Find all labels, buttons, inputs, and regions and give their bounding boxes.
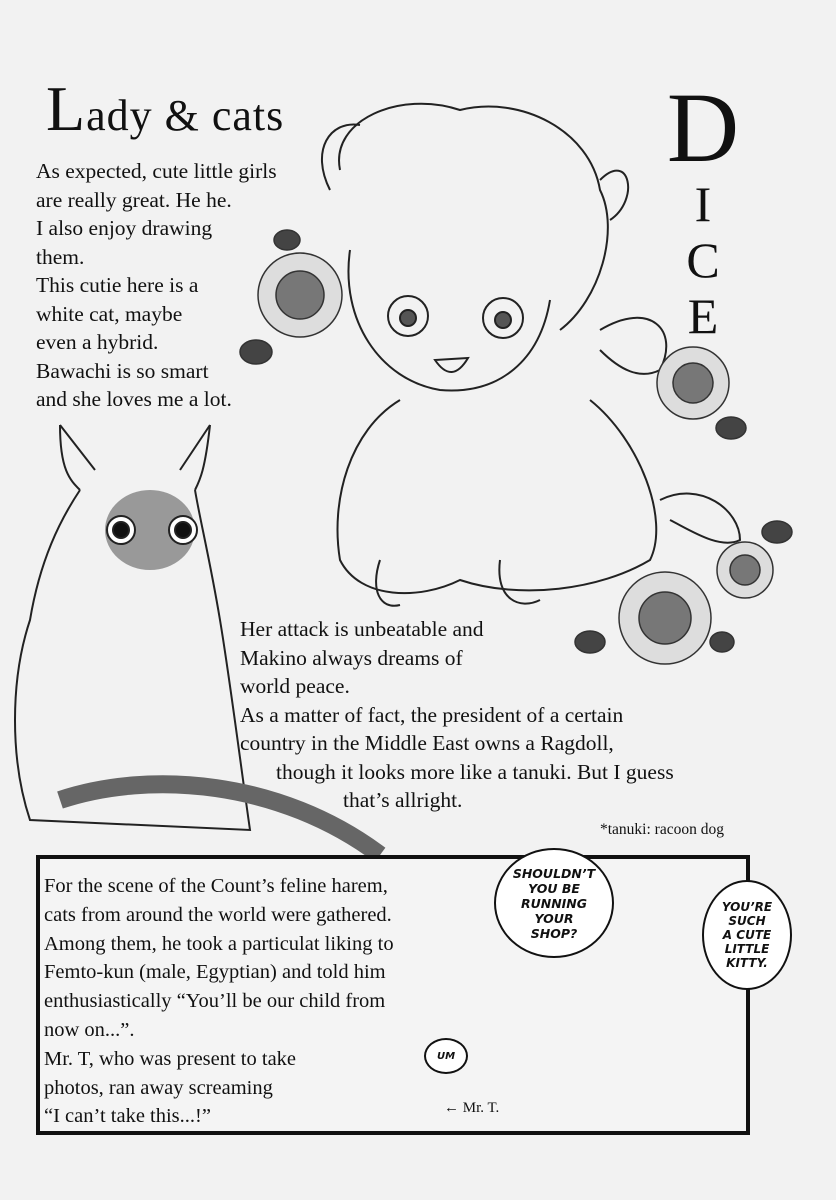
text-line: world peace. [240,674,350,698]
panel-paragraph [44,872,514,1131]
mr-t-label: ← Mr. T. [444,1100,500,1116]
title-rest: ady & cats [86,91,285,140]
title-initial: L [46,73,87,144]
footnote: *tanuki: racoon dog [600,821,724,838]
bubble-line: SUCH [728,914,766,928]
text-line: white cat, maybe [36,301,183,326]
text-line: enthusiastically “You’ll be our child from [44,990,386,1013]
text-line: For the scene of the Count’s feline harem, [44,875,388,897]
text-line: Among them, he took a particulat liking to [44,932,394,955]
bubble-line: KITTY. [726,956,768,970]
bubble-line: SHOULDN’T [512,865,596,881]
bubble-line: RUNNING [520,895,588,911]
text-line: Her attack is unbeatable and [240,617,484,641]
brand-letter: C [686,232,720,288]
dice-logo [658,72,748,344]
text-line: Makino always dreams of [240,645,463,670]
bubble-line: YOUR [534,910,574,926]
text-line: that’s allright. [343,788,463,812]
bubble-line: YOU’RE [721,900,773,914]
text-line: them. [36,244,85,269]
text-line: cats from around the world were gathered. [44,903,392,926]
text-line: and she loves me a lot. [36,387,232,411]
page-title [46,72,284,146]
text-line: As expected, cute little girls [36,159,277,183]
brand-letter: E [687,288,719,344]
text-line: Bawachi is so smart [36,358,209,383]
text-line: country in the Middle East owns a Ragdoll, [240,731,614,755]
bubble-line: SHOP? [530,925,578,941]
text-line: photos, ran away screaming [44,1076,273,1099]
speech-bubble-kitty [702,880,792,990]
text-line: are really great. He he. [36,187,232,212]
middle-paragraph [240,615,760,815]
text-line: This cutie here is a [36,273,199,297]
speech-bubble-shop [494,848,614,958]
bubble-line: YOU BE [528,880,580,896]
text-line: Femto-kun (male, Egyptian) and told him [44,961,386,984]
text-line: As a matter of fact, the president of a certain [240,702,624,727]
text-line: I also enjoy drawing [36,216,213,240]
brand-letter: D [666,72,740,183]
bubble-line: A CUTE [722,928,772,942]
text-line: though it looks more like a tanuki. But I guess [276,759,674,784]
text-line: Mr. T, who was present to take [44,1047,297,1070]
bubble-line: LITTLE [724,942,770,956]
intro-paragraph [36,157,326,414]
text-line: “I can’t take this...!” [44,1105,211,1128]
text-line: now on...”. [44,1018,135,1041]
speech-bubble-um: UM [424,1038,468,1074]
brand-letter: I [694,176,712,232]
text-line: even a hybrid. [36,330,159,354]
